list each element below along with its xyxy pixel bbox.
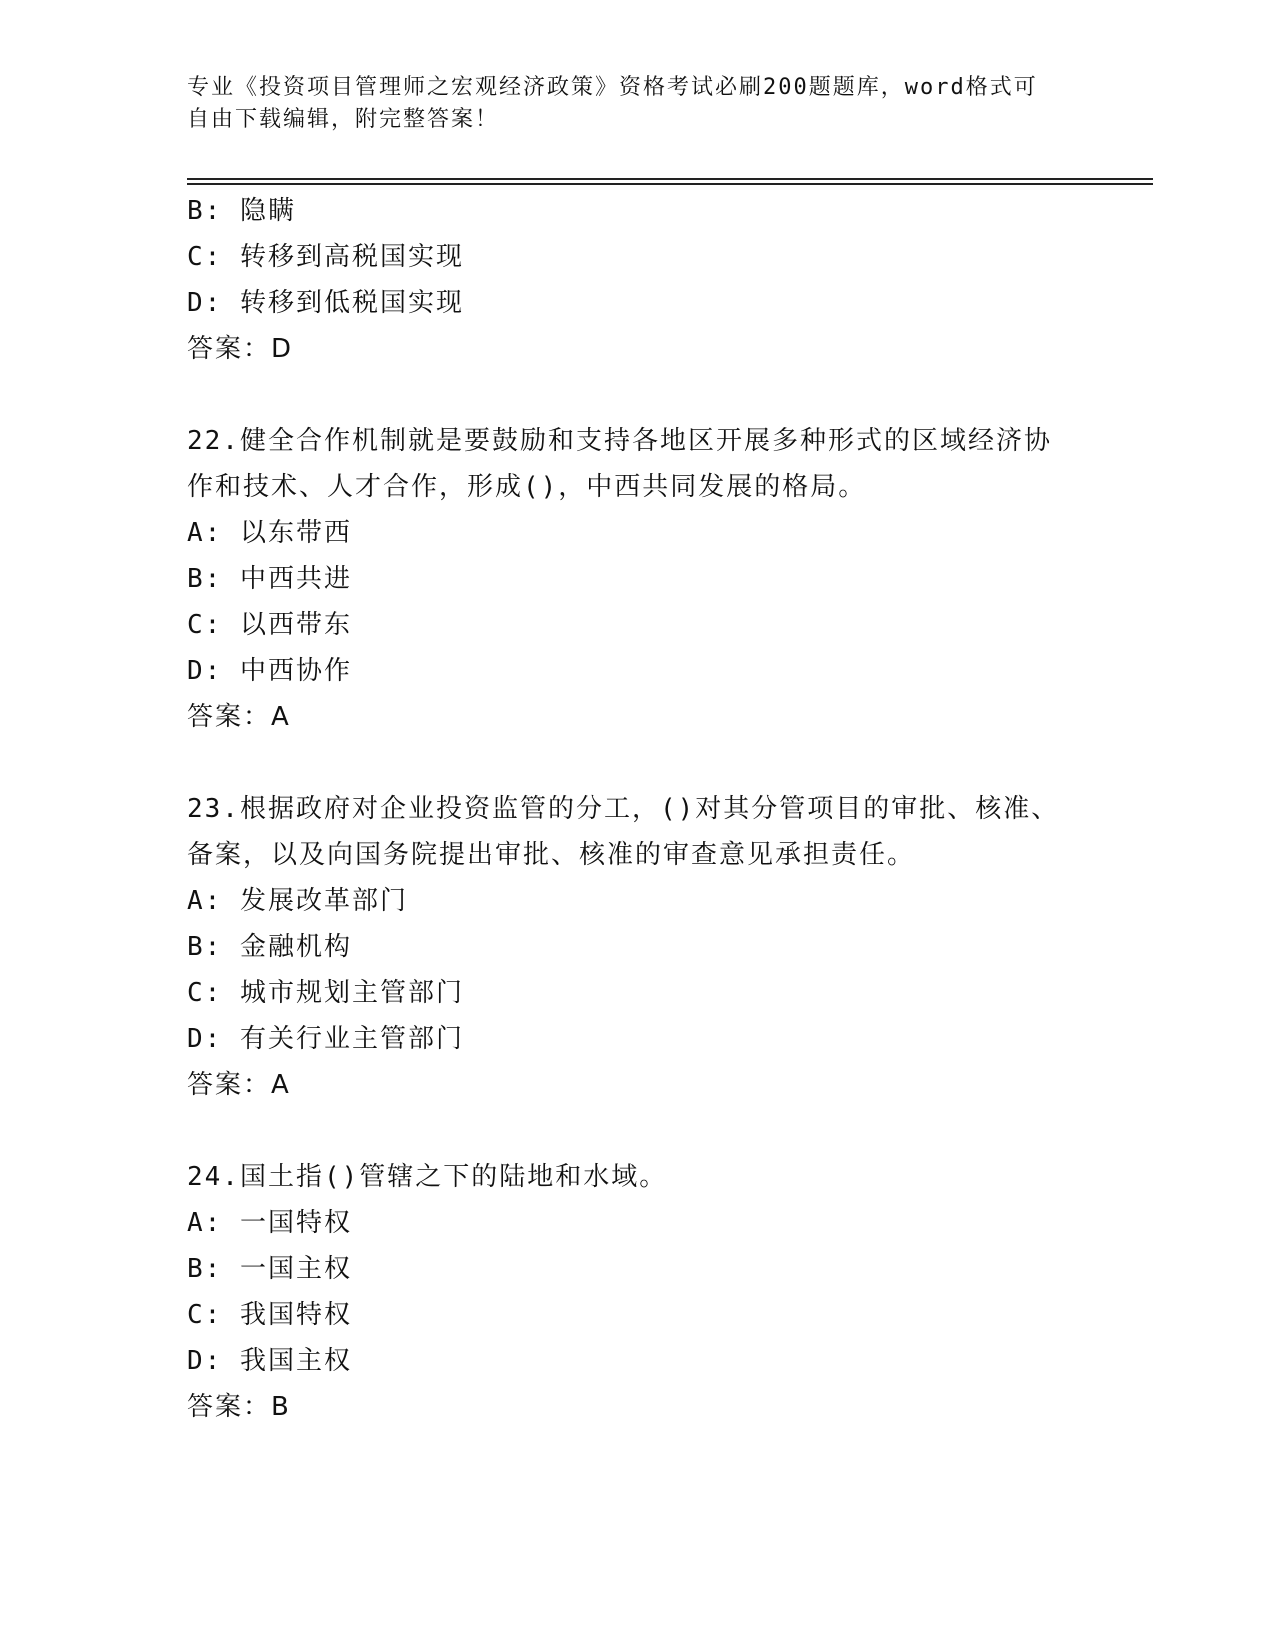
- option-c: C: 转移到高税国实现: [187, 242, 464, 272]
- option-d: D: 我国主权: [187, 1346, 352, 1376]
- question-stem-line: 备案，以及向国务院提出审批、核准的审查意见承担责任。: [187, 840, 916, 870]
- question-22: [187, 418, 1087, 740]
- option-c: C: 以西带东: [187, 610, 352, 640]
- document-body: [187, 188, 1087, 1430]
- answer-line: 答案：A: [187, 702, 291, 732]
- option-d: D: 转移到低税国实现: [187, 288, 464, 318]
- option-b: B: 金融机构: [187, 932, 352, 962]
- option-c: C: 我国特权: [187, 1300, 352, 1330]
- question-stem-line: 23.根据政府对企业投资监管的分工，()对其分管项目的审批、核准、: [187, 794, 1060, 824]
- question-21-continued: [187, 188, 1087, 372]
- document-header: [187, 72, 1067, 136]
- header-divider-top: [187, 178, 1153, 180]
- answer-line: 答案：B: [187, 1392, 291, 1422]
- option-b: B: 一国主权: [187, 1254, 352, 1284]
- question-stem-line: 作和技术、人才合作，形成()，中西共同发展的格局。: [187, 472, 867, 502]
- option-a: A: 发展改革部门: [187, 886, 408, 916]
- option-b: B: 隐瞒: [187, 196, 296, 226]
- option-a: A: 以东带西: [187, 518, 352, 548]
- header-line-2: 自由下载编辑，附完整答案！: [187, 107, 500, 132]
- question-stem-line: 22.健全合作机制就是要鼓励和支持各地区开展多种形式的区域经济协: [187, 426, 1052, 456]
- option-d: D: 有关行业主管部门: [187, 1024, 464, 1054]
- option-c: C: 城市规划主管部门: [187, 978, 464, 1008]
- header-divider-bottom: [187, 183, 1153, 185]
- option-b: B: 中西共进: [187, 564, 352, 594]
- option-d: D: 中西协作: [187, 656, 352, 686]
- answer-line: 答案：A: [187, 1070, 291, 1100]
- question-24: [187, 1154, 1087, 1430]
- header-line-1: 专业《投资项目管理师之宏观经济政策》资格考试必刷200题题库，word格式可: [187, 75, 1038, 100]
- question-stem-line: 24.国土指()管辖之下的陆地和水域。: [187, 1162, 668, 1192]
- answer-line: 答案：D: [187, 334, 294, 364]
- question-23: [187, 786, 1087, 1108]
- option-a: A: 一国特权: [187, 1208, 352, 1238]
